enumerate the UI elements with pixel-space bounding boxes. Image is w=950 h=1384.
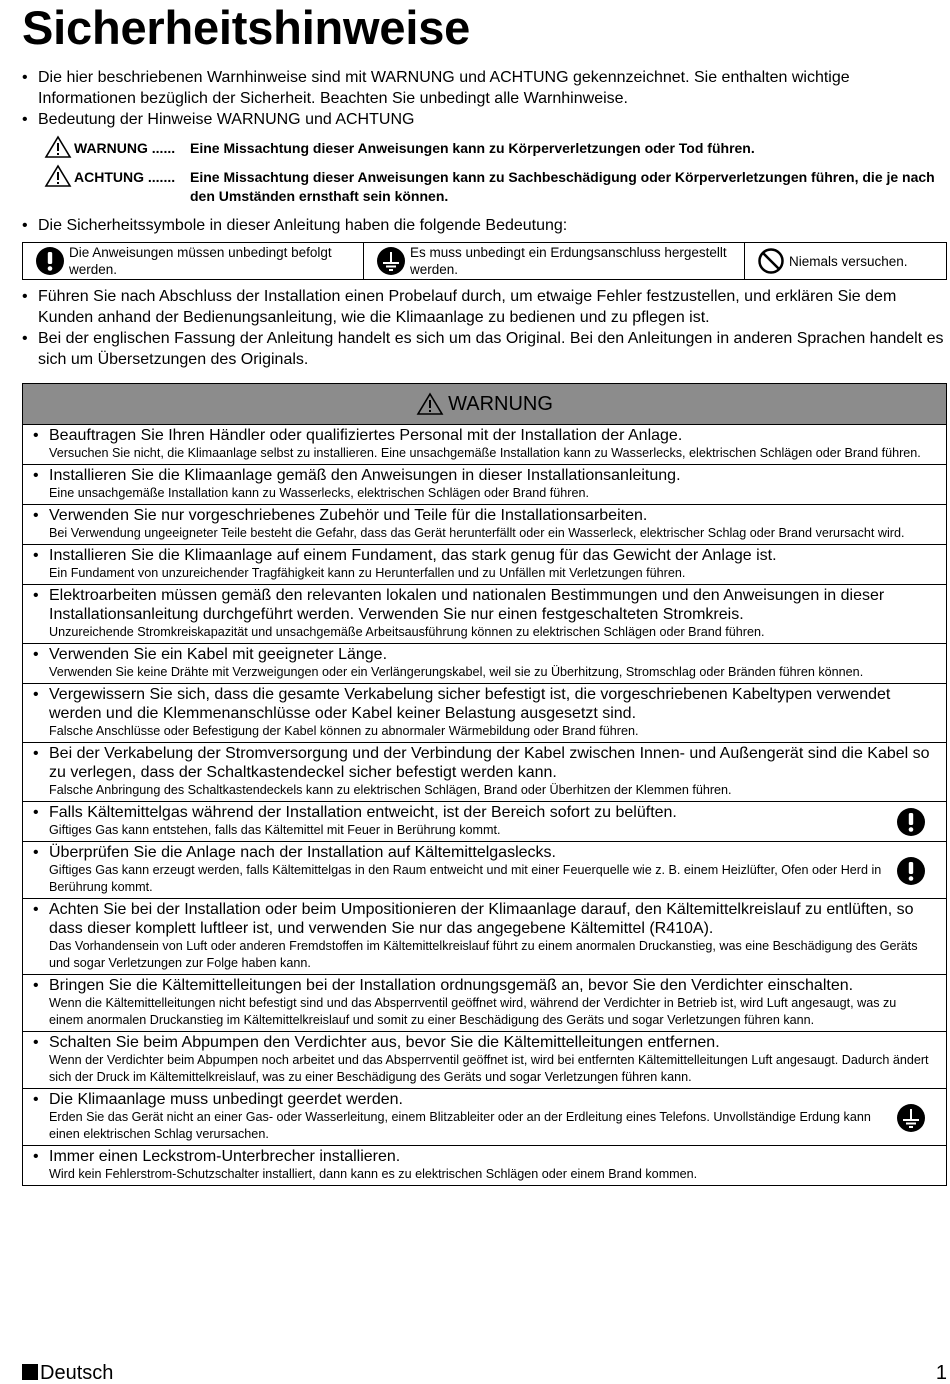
warning-item: • Immer einen Leckstrom-Unterbrecher installieren. Wird kein Fehlerstrom-Schutzschalter installiert, dann kann es zu elektrischen Schlägen oder einem Brand kommen. (23, 1145, 946, 1185)
warning-detail-text: Falsche Anschlüsse oder Befestigung der Kabel können zu abnormaler Wärmebildung oder Brand führen. (49, 724, 639, 738)
warning-main-text: Installieren Sie die Klimaanlage auf einem Fundament, das stark genug für das Gewicht der Anlage ist. (49, 547, 777, 564)
warning-main-text: Bringen Sie die Kältemittelleitungen bei der Installation ordnungsgemäß an, bevor Sie den Verdichter einschalten. (49, 977, 854, 994)
intro-bullet: • Führen Sie nach Abschluss der Installation einen Probelauf durch, um etwaige Fehler festzustellen, und erklären Sie dem Kunden anhand der Bedienungsanleitung, wie die Klimaanlage zu bedienen und zu pflegen ist. (22, 288, 897, 326)
exclamation-icon (896, 856, 926, 891)
warning-detail-text: Versuchen Sie nicht, die Klimaanlage selbst zu installieren. Eine unsachgemäße Installation kann zu Wasserlecks, elektrischen Schlägen oder Brand führen. (49, 446, 921, 460)
warning-detail-text: Erden Sie das Gerät nicht an einer Gas- oder Wasserleitung, einem Blitzableiter oder an der Erdleitung eines Telefons. Unvollständige Erdung kann einen elektrischen Schlag verursachen. (49, 1110, 871, 1141)
warning-triangle-icon (416, 392, 444, 416)
warning-main-text: Installieren Sie die Klimaanlage gemäß den Anweisungen in dieser Installationsanleitung. (49, 467, 681, 484)
exclamation-icon (896, 807, 926, 842)
warning-detail-text: Wird kein Fehlerstrom-Schutzschalter installiert, dann kann es zu elektrischen Schlägen oder einem Brand kommen. (49, 1167, 698, 1181)
warning-detail-text: Falsche Anbringung des Schaltkastendeckels kann zu elektrischen Schlägen, Brand oder Überhitzen der Klemmen führen. (49, 783, 732, 797)
warning-main-text: Verwenden Sie nur vorgeschriebenes Zubehör und Teile für die Installationsarbeiten. (49, 507, 648, 524)
warning-detail-text: Wenn der Verdichter beim Abpumpen noch arbeitet und das Absperrventil geöffnet ist, wird bei entfernten Kältemittelleitungen Luft angesaugt. Dadurch ändert sich der Druck im Kältemittelkreislauf, was zu einer Beschädigung des Geräts und sogar Verletzungen führen kann. (49, 1053, 929, 1084)
warning-main-text: Immer einen Leckstrom-Unterbrecher installieren. (49, 1148, 401, 1165)
warning-main-text: Vergewissern Sie sich, dass die gesamte Verkabelung sicher befestigt ist, die vorgeschriebenen Kabeltypen verwendet werden und die Klemmenanschlüsse oder Kabel keiner Belastung ausgesetzt sind. (49, 686, 891, 722)
symbols-intro: • Die Sicherheitssymbole in dieser Anleitung haben die folgende Bedeutung: (22, 217, 568, 234)
warning-item: • Die Klimaanlage muss unbedingt geerdet werden. Erden Sie das Gerät nicht an einer Gas- oder Wasserleitung, einem Blitzableiter oder an der Erdleitung eines Telefons. Unvollständige Erdung kann einen elektrischen Schlag verursachen. (23, 1088, 946, 1145)
intro-bullet: • Die hier beschriebenen Warnhinweise sind mit WARNUNG und ACHTUNG gekennzeichnet. Sie enthalten wichtige Informationen bezüglich der Sicherheit. Beachten Sie unbedingt alle Warnhinweise. (22, 69, 850, 107)
signal-word-legend (44, 139, 947, 206)
warning-main-text: Die Klimaanlage muss unbedingt geerdet werden. (49, 1091, 403, 1108)
warning-main-text: Überprüfen Sie die Anlage nach der Installation auf Kältemittelgaslecks. (49, 844, 556, 861)
page-number: 1 (935, 1362, 947, 1384)
page-footer (22, 1362, 947, 1384)
page-title: Sicherheitshinweise (22, 1, 471, 54)
warning-main-text: Achten Sie bei der Installation oder beim Umpositionieren der Klimaanlage darauf, den Kältemittelkreislauf zu entlüften, so dass dieser komplett luftleer ist, und verwenden Sie nur das angegebene Kältemittel (R410A). (49, 901, 914, 937)
warning-item: • Elektroarbeiten müssen gemäß den relevanten lokalen und nationalen Bestimmungen und den Anweisungen in dieser Installationsanleitung durchgeführt werden. Verwenden Sie nur einen festgeschalteten Stromkreis. Unzureichende Stromkreiskapazität und unsachgemäße Arbeitsausführung können zu elektrischen Schlägen oder Brand führen. (23, 584, 946, 643)
intro-bullet: • Bei der englischen Fassung der Anleitung handelt es sich um das Original. Bei den Anleitungen in anderen Sprachen handelt es sich um Übersetzungen des Originals. (22, 330, 944, 368)
warning-detail-text: Verwenden Sie keine Drähte mit Verzweigungen oder ein Verlängerungskabel, weil sie zu Überhitzung, Stromschlag oder Bränden führen können. (49, 665, 864, 679)
warning-item: • Installieren Sie die Klimaanlage auf einem Fundament, das stark genug für das Gewicht der Anlage ist. Ein Fundament von unzureichender Tragfähigkeit kann zu Herunterfallen und zu Unfällen mit Verletzungen führen. (23, 544, 946, 584)
warning-detail-text: Giftiges Gas kann entstehen, falls das Kältemittel mit Feuer in Berührung kommt. (49, 823, 501, 837)
warning-item: • Überprüfen Sie die Anlage nach der Installation auf Kältemittelgaslecks. Giftiges Gas kann erzeugt werden, falls Kältemittelgas in den Raum entweicht und mit einer Feuerquelle wie z. B. einem Heizlüfter, Ofen oder Herd in Berührung kommt. (23, 841, 946, 898)
symbol-mandatory: Die Anweisungen müssen unbedingt befolgt werden. (23, 243, 364, 279)
intro-bullet: • Bedeutung der Hinweise WARNUNG und ACHTUNG (22, 111, 415, 128)
warning-main-text: Beauftragen Sie Ihren Händler oder qualifiziertes Personal mit der Installation der Anlage. (49, 427, 683, 444)
warning-detail-text: Ein Fundament von unzureichender Tragfähigkeit kann zu Herunterfallen und zu Unfällen mit Verletzungen führen. (49, 566, 686, 580)
warning-item: • Achten Sie bei der Installation oder beim Umpositionieren der Klimaanlage darauf, den Kältemittelkreislauf zu entlüften, so dass dieser komplett luftleer ist, und verwenden Sie nur das angegebene Kältemittel (R410A). Das Vorhandensein von Luft oder anderen Fremdstoffen im Kältemittelkreislauf führt zu einem anormalen Druckanstieg, was eine Beschädigung des Geräts und sogar Verletzungen zur Folge haben kann. (23, 898, 946, 974)
warning-item: • Schalten Sie beim Abpumpen den Verdichter aus, bevor Sie die Kältemittelleitungen entfernen. Wenn der Verdichter beim Abpumpen noch arbeitet und das Absperrventil geöffnet ist, wird bei entfernten Kältemittelleitungen Luft angesaugt. Dadurch ändert sich der Druck im Kältemittelkreislauf, was zu einer Beschädigung des Geräts und sogar Verletzungen führen kann. (23, 1031, 946, 1088)
square-marker-icon (22, 1364, 38, 1380)
language-label: Deutsch (22, 1362, 113, 1384)
symbol-ground: Es muss unbedingt ein Erdungsanschluss hergestellt werden. (364, 243, 745, 279)
legend-achtung: ACHTUNG ....... Eine Missachtung dieser Anweisungen kann zu Sachbeschädigung oder Körperverletzungen führen, die je nach den Umständen ernsthaft sein können. (44, 168, 947, 206)
warning-detail-text: Wenn die Kältemittelleitungen nicht befestigt sind und das Absperrventil geöffnet wird, während der Verdichter in Betrieb ist, wird Luft angesaugt, was zu einem anormalen Druckanstieg im Kältemittelkreislauf und somit zu einer Beschädigung des Geräts und sogar Verletzungen führen kann. (49, 996, 897, 1027)
warning-main-text: Schalten Sie beim Abpumpen den Verdichter aus, bevor Sie die Kältemittelleitungen entfernen. (49, 1034, 720, 1051)
warning-main-text: Falls Kältemittelgas während der Installation entweicht, ist der Bereich sofort zu belüften. (49, 804, 677, 821)
warning-item: • Vergewissern Sie sich, dass die gesamte Verkabelung sicher befestigt ist, die vorgeschriebenen Kabeltypen verwendet werden und die Klemmenanschlüsse oder Kabel keiner Belastung ausgesetzt sind. Falsche Anschlüsse oder Befestigung der Kabel können zu abnormaler Wärmebildung oder Brand führen. (23, 683, 946, 742)
warning-detail-text: Bei Verwendung ungeeigneter Teile besteht die Gefahr, dass das Gerät herunterfällt oder ein Wasserleck, elektrischer Schlag oder Brand verursacht wird. (49, 526, 905, 540)
warning-triangle-icon (44, 135, 72, 159)
warning-item: • Falls Kältemittelgas während der Installation entweicht, ist der Bereich sofort zu belüften. Giftiges Gas kann entstehen, falls das Kältemittel mit Feuer in Berührung kommt. (23, 801, 946, 841)
warning-item: • Verwenden Sie nur vorgeschriebenes Zubehör und Teile für die Installationsarbeiten. Bei Verwendung ungeeigneter Teile besteht die Gefahr, dass das Gerät herunterfällt oder ein Wasserleck, elektrischer Schlag oder Brand verursacht wird. (23, 504, 946, 544)
warning-detail-text: Unzureichende Stromkreiskapazität und unsachgemäße Arbeitsausführung können zu elektrischen Schlägen oder Brand führen. (49, 625, 765, 639)
warning-item: • Installieren Sie die Klimaanlage gemäß den Anweisungen in dieser Installationsanleitung. Eine unsachgemäße Installation kann zu Wasserlecks, elektrischen Schlägen oder Brand führen. (23, 464, 946, 504)
warning-detail-text: Eine unsachgemäße Installation kann zu Wasserlecks, elektrischen Schlägen oder Brand führen. (49, 486, 589, 500)
warning-list (23, 425, 946, 1185)
warning-detail-text: Giftiges Gas kann erzeugt werden, falls Kältemittelgas in den Raum entweicht und mit einer Feuerquelle wie z. B. einem Heizlüfter, Ofen oder Herd in Berührung kommt. (49, 863, 882, 894)
warning-header: WARNUNG (23, 384, 946, 425)
warning-detail-text: Das Vorhandensein von Luft oder anderen Fremdstoffen im Kältemittelkreislauf führt zu einem anormalen Druckanstieg, was eine Beschädigung des Geräts und sogar Verletzungen zur Folge haben kann. (49, 939, 918, 970)
prohibited-icon (757, 247, 785, 275)
warning-main-text: Verwenden Sie ein Kabel mit geeigneter Länge. (49, 646, 388, 663)
ground-icon (896, 1103, 926, 1138)
legend-warnung: WARNUNG ...... Eine Missachtung dieser Anweisungen kann zu Körperverletzungen oder Tod führen. (44, 139, 947, 159)
warning-item: • Bringen Sie die Kältemittelleitungen bei der Installation ordnungsgemäß an, bevor Sie den Verdichter einschalten. Wenn die Kältemittelleitungen nicht befestigt sind und das Absperrventil geöffnet wird, während der Verdichter in Betrieb ist, wird Luft angesaugt, was zu einem anormalen Druckanstieg im Kältemittelkreislauf und somit zu einer Beschädigung des Geräts und sogar Verletzungen führen kann. (23, 974, 946, 1031)
warning-item: • Verwenden Sie ein Kabel mit geeigneter Länge. Verwenden Sie keine Drähte mit Verzweigungen oder ein Verlängerungskabel, weil sie zu Überhitzung, Stromschlag oder Bränden führen können. (23, 643, 946, 683)
warning-main-text: Bei der Verkabelung der Stromversorgung und der Verbindung der Kabel zwischen Innen- und Außengerät sind die Kabel so zu verlegen, dass der Schaltkastendeckel sicher befestigt werden kann. (49, 745, 930, 781)
exclamation-icon (35, 246, 65, 276)
symbol-prohibited: Niemals versuchen. (745, 243, 946, 279)
warning-main-text: Elektroarbeiten müssen gemäß den relevanten lokalen und nationalen Bestimmungen und den Anweisungen in dieser Installationsanleitung durchgeführt werden. Verwenden Sie nur einen festgeschalteten Stromkreis. (49, 587, 885, 623)
safety-symbols-table (22, 242, 947, 280)
warning-item: • Beauftragen Sie Ihren Händler oder qualifiziertes Personal mit der Installation der Anlage. Versuchen Sie nicht, die Klimaanlage selbst zu installieren. Eine unsachgemäße Installation kann zu Wasserlecks, elektrischen Schlägen oder Brand führen. (23, 425, 946, 464)
intro-section (22, 67, 947, 370)
warning-box (22, 383, 947, 1186)
ground-icon (376, 246, 406, 276)
warning-triangle-icon (44, 164, 72, 188)
warning-item: • Bei der Verkabelung der Stromversorgung und der Verbindung der Kabel zwischen Innen- und Außengerät sind die Kabel so zu verlegen, dass der Schaltkastendeckel sicher befestigt werden kann. Falsche Anbringung des Schaltkastendeckels kann zu elektrischen Schlägen, Brand oder Überhitzen der Klemmen führen. (23, 742, 946, 801)
